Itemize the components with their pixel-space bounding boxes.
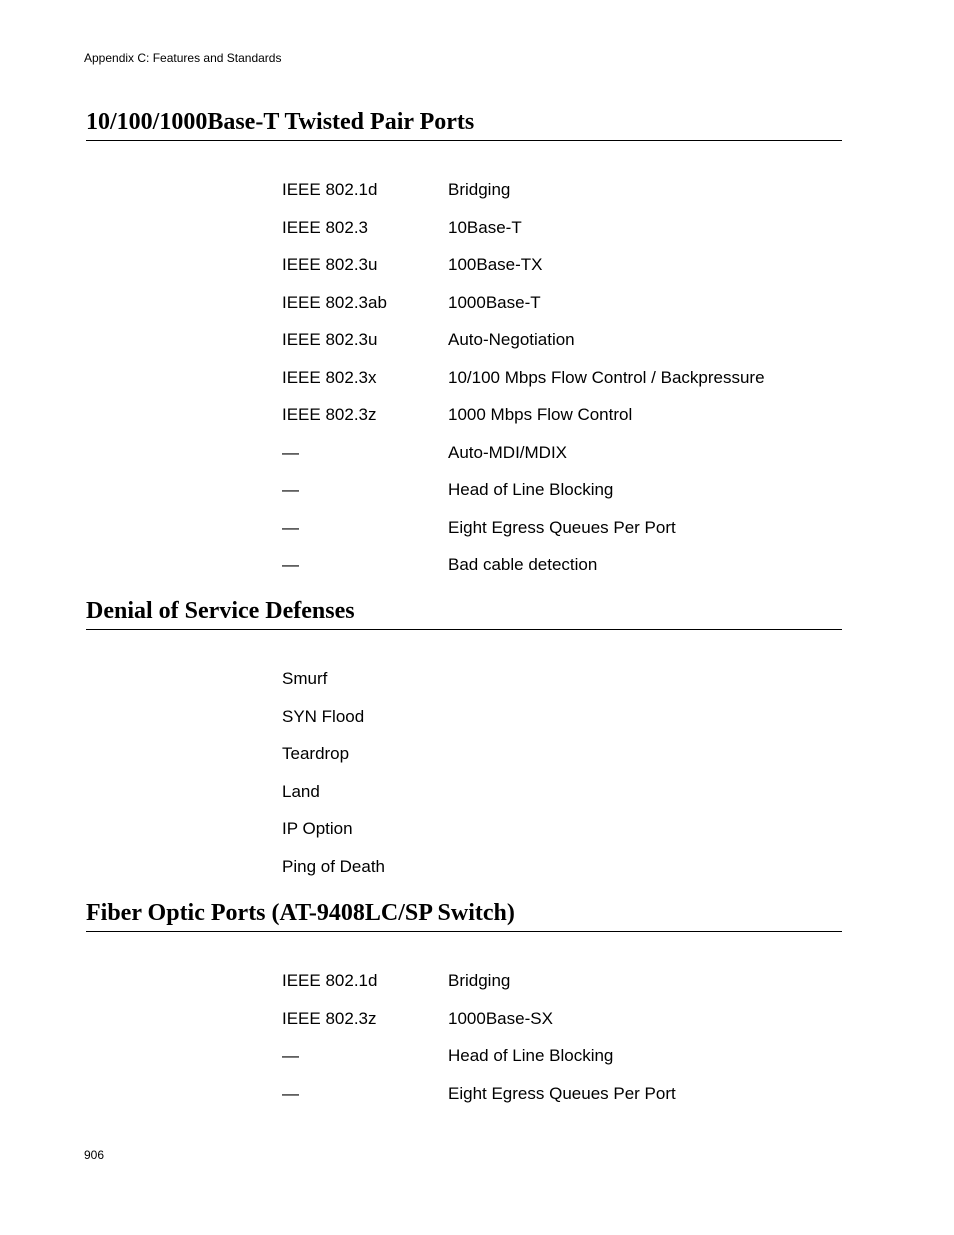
defense-name: Smurf	[282, 669, 328, 688]
feature-cell: 10Base-T	[448, 217, 522, 237]
standard-cell: IEEE 802.3u	[282, 330, 378, 349]
standard-cell: IEEE 802.3z	[282, 405, 377, 424]
standard-cell: —	[282, 517, 299, 537]
standard-cell: IEEE 802.3z	[282, 1008, 377, 1028]
section-title-twisted-pair: 10/100/1000Base-T Twisted Pair Ports	[86, 108, 842, 141]
defense-name: Ping of Death	[282, 856, 386, 876]
feature-cell: 1000Base-T	[448, 292, 541, 312]
section-title-fiber-optic: Fiber Optic Ports (AT-9408LC/SP Switch)	[86, 899, 842, 932]
feature-cell: Head of Line Blocking	[448, 480, 614, 499]
standard-cell: —	[282, 555, 299, 574]
standard-cell: IEEE 802.1d	[282, 180, 378, 199]
feature-cell: 1000Base-SX	[448, 1008, 553, 1028]
feature-cell: Bad cable detection	[448, 555, 598, 574]
feature-cell: Eight Egress Queues Per Port	[448, 517, 676, 537]
section-title-dos-defenses: Denial of Service Defenses	[86, 597, 842, 630]
feature-cell: Auto-Negotiation	[448, 330, 575, 349]
feature-cell: Bridging	[448, 971, 511, 990]
defense-name: Land	[282, 781, 320, 801]
defense-name: Teardrop	[282, 744, 350, 763]
page-number: 906	[84, 1148, 105, 1162]
standard-cell: IEEE 802.3x	[282, 367, 377, 387]
standard-cell: —	[282, 1046, 299, 1065]
running-head: Appendix C: Features and Standards	[84, 51, 282, 65]
feature-cell: 10/100 Mbps Flow Control / Backpressure	[448, 367, 765, 387]
standard-cell: IEEE 802.1d	[282, 971, 378, 990]
standard-cell: IEEE 802.3	[282, 217, 369, 237]
feature-cell: Auto-MDI/MDIX	[448, 442, 568, 462]
defense-name: SYN Flood	[282, 706, 365, 726]
feature-cell: Bridging	[448, 180, 511, 199]
feature-cell: Head of Line Blocking	[448, 1046, 614, 1065]
standard-cell: IEEE 802.3ab	[282, 292, 387, 312]
feature-cell: Eight Egress Queues Per Port	[448, 1083, 676, 1103]
standard-cell: —	[282, 442, 299, 462]
standard-cell: IEEE 802.3u	[282, 255, 378, 274]
standard-cell: —	[282, 480, 299, 499]
feature-cell: 100Base-TX	[448, 255, 543, 274]
standard-cell: —	[282, 1083, 299, 1103]
defense-name: IP Option	[282, 819, 353, 838]
feature-cell: 1000 Mbps Flow Control	[448, 405, 633, 424]
